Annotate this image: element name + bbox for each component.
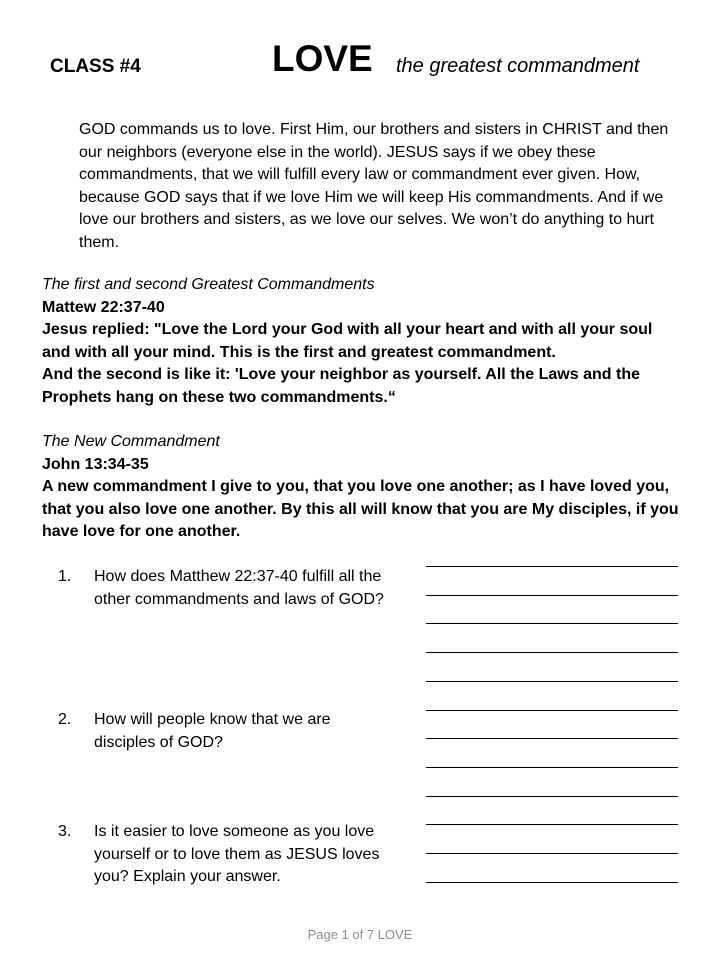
answer-line[interactable] [426,595,678,596]
question-text: How does Matthew 22:37-40 fulfill all the other commandments and laws of GOD? [94,568,384,608]
page-header [50,38,690,88]
page-title: LOVE [272,38,373,79]
answer-line[interactable] [426,681,678,682]
answer-line[interactable] [426,853,678,854]
section-greatest-commandments [42,274,682,409]
question-text: Is it easier to love someone as you love yourself or to love them as JESUS loves you? Explain your answer. [94,823,380,885]
answer-line[interactable] [426,824,678,825]
section-new-commandment [42,431,682,544]
answer-line[interactable] [426,566,678,567]
page-subtitle: the greatest commandment [396,55,640,77]
answer-line[interactable] [426,796,678,797]
class-label: CLASS #4 [50,56,141,77]
question-number: 1. [58,568,72,585]
intro-paragraph: GOD commands us to love. First Him, our brothers and sisters in CHRIST and then our neighbors (everyone else in the world). JESUS says if we obey these commandments, that we will fulfill every law or commandment ever given. How, because GOD says that if we love Him we will keep His commandments. And if we love our brothers and sisters, as we love our selves. We won’t do anything to hurt them. [79,121,669,251]
scripture-verse: A new commandment I give to you, that you love one another; as I have loved you, that you also love one another. By this all will know that you are My disciples, if you have love for one another. [42,478,679,540]
question-number: 2. [58,711,72,728]
answer-line[interactable] [426,652,678,653]
answer-line[interactable] [426,710,678,711]
scripture-reference: Mattew 22:37-40 [42,298,165,316]
scripture-verse: Jesus replied: "Love the Lord your God with all your heart and with all your soul and with all your mind. This is the first and greatest commandment. [42,321,653,361]
answer-line[interactable] [426,623,678,624]
answer-line[interactable] [426,882,678,883]
answer-line[interactable] [426,738,678,739]
question-number: 3. [58,823,72,840]
scripture-reference: John 13:34-35 [42,455,149,473]
section-title: The first and second Greatest Commandments [42,276,375,293]
question-text: How will people know that we are disciples of GOD? [94,711,331,751]
scripture-verse-continued: And the second is like it: 'Love your neighbor as yourself. All the Laws and the Prophets hang on these two commandments.“ [42,366,640,406]
page-footer: Page 1 of 7 LOVE [307,927,413,942]
section-title: The New Commandment [42,433,220,450]
answer-line[interactable] [426,767,678,768]
